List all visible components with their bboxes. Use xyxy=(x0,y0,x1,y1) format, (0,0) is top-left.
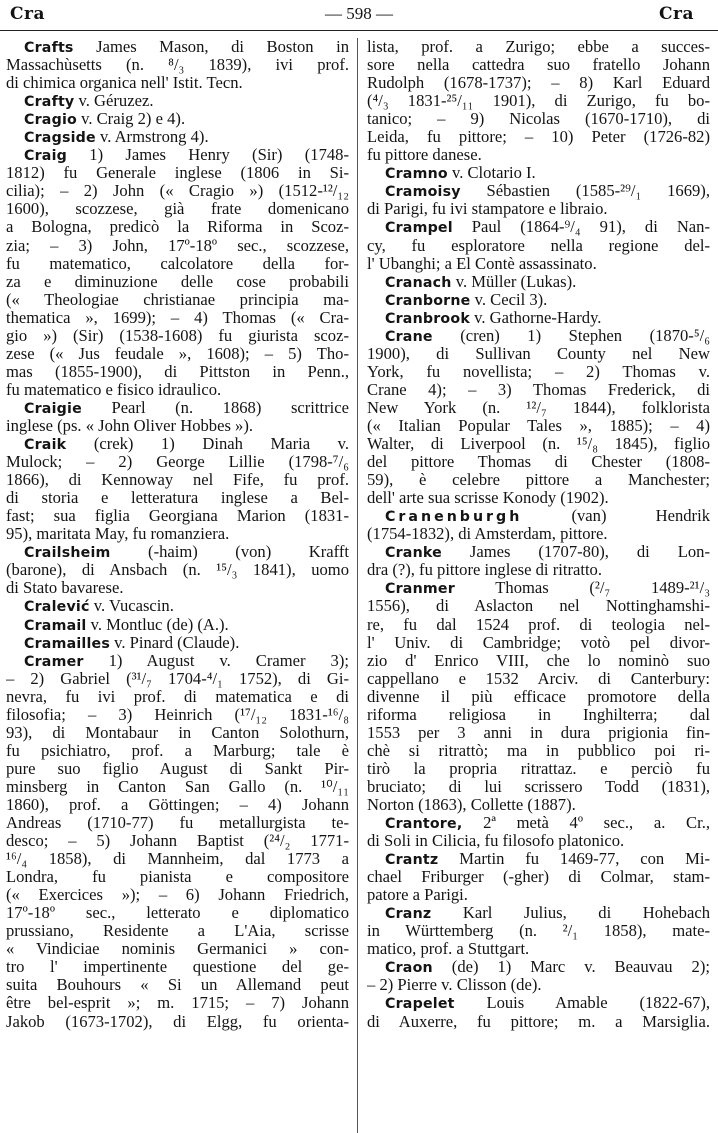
entry-headword: Craigie xyxy=(24,400,82,417)
entry-text: v. Craig 2) e 4). xyxy=(76,109,186,129)
text-line xyxy=(367,706,710,724)
entry-text: l' Univ. di Cambridge; votò pel divor- xyxy=(367,632,710,652)
entry-headword: Crailsheim xyxy=(24,545,111,562)
header-left-guideword: Cra xyxy=(10,4,46,24)
entry-text: James (1707-80), di Lon- xyxy=(441,542,710,562)
entry-text: être bel-esprit »; m. 1715; – 7) Johann xyxy=(6,993,349,1013)
entry-headword: Cranz xyxy=(385,906,432,923)
entry-text: Leida, fu pittore; – 10) Peter (1726-82) xyxy=(367,127,710,147)
entry-text: 1556), di Aslacton nel Nottinghamshi- xyxy=(367,596,710,616)
text-line xyxy=(367,471,710,489)
entry-text: (-haim) (von) Krafft xyxy=(110,542,349,562)
entry-text: gio ») (Sir) (1538-1608) fu giurista scoz- xyxy=(6,325,349,345)
entry-text: pure suo figlio August di Sankt Pir- xyxy=(6,758,349,778)
entry-text: Londra, fu pianista e compositore xyxy=(6,867,349,887)
text-line xyxy=(367,634,710,652)
entry-text: Pearl (n. 1868) scrittrice xyxy=(81,397,349,417)
right-column xyxy=(367,38,710,1133)
entry-text: « Vindiciae nominis Germanici » con- xyxy=(6,939,349,959)
entry-headword: Crampel xyxy=(385,220,453,237)
entry-text: zia; – 3) John, 17º-18º sec., scozzese, xyxy=(6,235,349,255)
column-divider xyxy=(357,38,358,1133)
text-line xyxy=(367,453,710,471)
entry-text: 1553 per 3 anni in dura prigionia fin- xyxy=(367,722,710,742)
entry-text: tro l' impertinente questione del ge- xyxy=(6,957,349,977)
text-line xyxy=(6,309,349,327)
text-line xyxy=(6,958,349,976)
entry-text: filosofia; – 3) Heinrich (¹⁷/₁₂ 1831-¹⁶/₈ xyxy=(6,704,349,724)
entry-text: chael Friburger (-gher) di Colmar, stam- xyxy=(367,867,710,887)
entry-text: – 2) Pierre v. Clisson (de). xyxy=(367,975,542,995)
text-line xyxy=(6,273,349,291)
entry-first-line xyxy=(367,579,710,597)
text-line xyxy=(367,74,710,92)
entry-headword: Crane xyxy=(385,328,433,345)
text-line xyxy=(367,92,710,110)
text-line xyxy=(6,453,349,471)
entry-text: inglese (ps. « John Oliver Hobbes »). xyxy=(6,415,254,435)
entry-text: suita Bouhours « Si un Allemand peut xyxy=(6,975,349,995)
entry-text: di Stato bavarese. xyxy=(6,578,124,598)
text-line xyxy=(367,525,710,543)
entry-text: di storia e letteratura inglese a Bel- xyxy=(6,488,349,508)
entry-headword: Crafts xyxy=(24,40,74,56)
text-line xyxy=(6,56,349,74)
entry-text: Andreas (1710-77) fu metallurgista te- xyxy=(6,813,349,833)
text-line xyxy=(6,904,349,922)
text-line xyxy=(367,724,710,742)
text-line xyxy=(367,832,710,850)
text-line xyxy=(367,56,710,74)
text-line xyxy=(367,652,710,670)
entry-text: v. Montluc (de) (A.). xyxy=(86,614,229,634)
entry-text: fu pittore danese. xyxy=(367,145,482,165)
text-line xyxy=(6,561,349,579)
entry-text: (« Italian Popular Tales », 1885); – 4) xyxy=(367,415,710,435)
text-line xyxy=(367,742,710,760)
text-line xyxy=(367,616,710,634)
entry-text: v. Armstrong 4). xyxy=(95,127,209,147)
entry-text: cilia); – 2) John (« Cragio ») (1512-¹²/₁₂ xyxy=(6,181,349,201)
entry-first-line xyxy=(367,327,710,345)
text-line xyxy=(367,561,710,579)
text-line xyxy=(6,796,349,814)
entry-text: v. Pinard (Claude). xyxy=(110,632,240,652)
entry-text: desco; – 5) Johann Baptist (²⁴/₂ 1771- xyxy=(6,831,349,851)
entry-text: Norton (1863), Collette (1887). xyxy=(367,794,576,814)
text-line xyxy=(367,922,710,940)
text-line xyxy=(6,670,349,688)
entry-text: zese (« Jus feudale », 1608); – 5) Tho- xyxy=(6,343,349,363)
entry-text: dell' arte sua scrisse Konody (1902). xyxy=(367,488,609,508)
text-line xyxy=(6,507,349,525)
entry-first-line xyxy=(367,291,710,309)
entry-headword: Cragside xyxy=(24,130,96,147)
text-line xyxy=(6,291,349,309)
text-line xyxy=(367,489,710,507)
text-line xyxy=(6,688,349,706)
text-line xyxy=(367,363,710,381)
text-line xyxy=(6,850,349,868)
entry-headword: Cranach xyxy=(385,274,452,291)
entry-text: Paul (1864-⁹/₄ 91), di Nan- xyxy=(452,217,710,237)
text-line xyxy=(367,255,710,273)
entry-headword: Crapelet xyxy=(385,996,455,1013)
entry-headword: Craik xyxy=(24,437,67,454)
entry-headword: Cramer xyxy=(24,653,84,670)
entry-text: mas (1855-1900), di Pittston in Penn., xyxy=(6,361,349,381)
text-line xyxy=(6,200,349,218)
text-line xyxy=(367,976,710,994)
text-line xyxy=(6,868,349,886)
entry-text: cappellano e 1532 Arciv. di Canterbury: xyxy=(367,668,710,688)
entry-headword: Crafty xyxy=(24,94,75,111)
page-number: — 598 — xyxy=(325,4,393,23)
entry-headword: Cranbrook xyxy=(385,310,470,327)
entry-text: Walter, di Liverpool (n. ¹⁵/₈ 1845), figlio xyxy=(367,434,710,454)
header-right-guideword: Cra xyxy=(658,4,694,24)
text-line xyxy=(6,778,349,796)
entry-text: del pittore Thomas di Chester (1808- xyxy=(367,452,710,472)
entry-text: (barone), di Ansbach (n. ¹⁵/₃ 1841), uomo xyxy=(6,560,349,580)
entry-first-line xyxy=(367,182,710,200)
entry-text: chè si ritrattò; ma in pubblico poi ri- xyxy=(367,740,710,760)
entry-text: Rudolph (1678-1737); – 8) Karl Eduard xyxy=(367,73,710,93)
text-line xyxy=(6,164,349,182)
text-line xyxy=(6,345,349,363)
entry-text: Jakob (1673-1702), di Elgg, fu orienta- xyxy=(6,1011,349,1031)
text-line xyxy=(6,327,349,345)
entry-first-line xyxy=(6,616,349,634)
text-line xyxy=(367,200,710,218)
text-line xyxy=(6,724,349,742)
text-line xyxy=(6,525,349,543)
text-line xyxy=(367,345,710,363)
entry-text: v. Géruzez. xyxy=(74,91,154,111)
entry-headword: Cranke xyxy=(385,545,442,562)
entry-text: Mulock; – 2) George Lillie (1798-⁷/₆ xyxy=(6,452,349,472)
entry-text: v. Vucascin. xyxy=(89,596,174,616)
entry-first-line xyxy=(6,38,349,56)
entry-headword: Cramoisy xyxy=(385,184,461,201)
entry-headword: Cramno xyxy=(385,166,448,183)
text-line xyxy=(6,218,349,236)
text-line xyxy=(6,922,349,940)
entry-text: nevra, fu ivi prof. di matematica e di xyxy=(6,686,349,706)
text-line xyxy=(6,832,349,850)
text-line xyxy=(6,237,349,255)
text-line xyxy=(367,146,710,164)
entry-text: 1866), di Kennoway nel Fife, fu prof. xyxy=(6,470,349,490)
entry-first-line xyxy=(367,958,710,976)
entry-first-line xyxy=(6,634,349,652)
entry-text: – 2) Gabriel (³¹/₇ 1704-⁴/₁ 1752), di Gi- xyxy=(6,668,349,688)
entry-text: divenne il più efficace promotore della xyxy=(367,686,710,706)
entry-text: v. Gathorne-Hardy. xyxy=(469,307,602,327)
entry-text: Sébastien (1585-²⁹/₁ 1669), xyxy=(460,181,710,201)
text-line xyxy=(6,940,349,958)
entry-text: 1600), scozzese, già frate domenicano xyxy=(6,199,349,219)
entry-text: (crek) 1) Dinah Maria v. xyxy=(66,434,349,454)
text-line xyxy=(367,237,710,255)
entry-text: (« Theologiae christianae principia ma- xyxy=(6,289,349,309)
entry-text: 1812) fu Generale inglese (1806 in Si- xyxy=(6,163,349,183)
entry-text: fast; sua figlia Georgiana Marion (1831- xyxy=(6,506,349,526)
entry-text: a Bologna, predicò la Riforma in Scoz- xyxy=(6,217,349,237)
text-line xyxy=(367,760,710,778)
entry-text: York, fu novellista; – 2) Thomas v. xyxy=(367,361,710,381)
entry-text: James Mason, di Boston in xyxy=(73,38,349,56)
text-line xyxy=(367,1013,710,1031)
entry-text: 17º-18º sec., letterato e diplomatico xyxy=(6,903,349,923)
text-line xyxy=(367,597,710,615)
text-line xyxy=(367,417,710,435)
entry-first-line xyxy=(6,92,349,110)
text-line xyxy=(367,38,710,56)
entry-first-line xyxy=(367,309,710,327)
text-line xyxy=(367,670,710,688)
entry-text: di Soli in Cilicia, fu filosofo platonico. xyxy=(367,831,625,851)
entry-text: (van) Hendrik xyxy=(522,506,710,526)
entry-text: 1) James Henry (Sir) (1748- xyxy=(67,145,349,165)
entry-text: di Auxerre, fu pittore; m. a Marsiglia. xyxy=(367,1011,710,1031)
entry-text: bruciato; di lui scrissero Todd (1831), xyxy=(367,776,710,796)
entry-text: Karl Julius, di Hohebach xyxy=(431,903,710,923)
entry-first-line xyxy=(367,273,710,291)
entry-first-line xyxy=(367,814,710,832)
entry-first-line xyxy=(367,218,710,236)
text-line xyxy=(6,760,349,778)
text-line xyxy=(367,381,710,399)
text-line xyxy=(367,128,710,146)
entry-first-line xyxy=(6,543,349,561)
entry-headword: Cralević xyxy=(24,599,90,616)
entry-first-line xyxy=(367,904,710,922)
text-line xyxy=(6,471,349,489)
entry-text: thematica », 1699); – 4) Thomas (« Cra- xyxy=(6,307,349,327)
entry-text: 93), di Montabaur in Canton Solothurn, xyxy=(6,722,349,742)
entry-text: lista, prof. a Zurigo; ebbe a succes- xyxy=(367,38,710,56)
entry-text: Massachùsetts (n. ⁸/₃ 1839), ivi prof. xyxy=(6,55,349,75)
entry-text: ¹⁶/₄ 1858), di Mannheim, dal 1773 a xyxy=(6,849,349,869)
entry-text: 95), maritata May, fu romanziera. xyxy=(6,524,230,544)
entry-text: v. Müller (Lukas). xyxy=(451,271,577,291)
entry-first-line xyxy=(6,597,349,615)
entry-headword: Cramailles xyxy=(24,635,110,652)
entry-headword: Cranmer xyxy=(385,581,455,598)
entry-text: riforma religiosa in Inghilterra; dal xyxy=(367,704,710,724)
entry-text: Crane 4); – 3) Thomas Frederick, di xyxy=(367,379,710,399)
entry-headword: Crantz xyxy=(385,852,439,869)
entry-text: 1) August v. Cramer 3); xyxy=(83,650,349,670)
entry-first-line xyxy=(367,507,710,525)
text-line xyxy=(367,778,710,796)
entry-text: in Württemberg (n. ²/₁ 1858), mate- xyxy=(367,921,710,941)
entry-first-line xyxy=(367,164,710,182)
text-line xyxy=(367,940,710,958)
entry-headword: Crantore, xyxy=(385,816,463,833)
entry-first-line xyxy=(6,435,349,453)
left-column xyxy=(6,38,349,1133)
entry-text: patore a Parigi. xyxy=(367,885,468,905)
entry-first-line xyxy=(6,110,349,128)
entry-text: New York (n. ¹²/₇ 1844), folklorista xyxy=(367,397,710,417)
entry-text: (de) 1) Marc v. Beauvau 2); xyxy=(432,957,710,977)
text-line xyxy=(6,814,349,832)
entry-text: Louis Amable (1822-67), xyxy=(454,993,710,1013)
entry-text: matico, prof. a Stuttgart. xyxy=(367,939,530,959)
entry-text: 1900), di Sullivan County nel New xyxy=(367,343,710,363)
text-line xyxy=(6,417,349,435)
entry-first-line xyxy=(367,543,710,561)
text-line xyxy=(367,435,710,453)
entry-text: prussiano, Residente a L'Aia, scrisse xyxy=(6,921,349,941)
text-line xyxy=(367,796,710,814)
entry-text: fu matematico e fisico idraulico. xyxy=(6,379,222,399)
entry-headword: Cragio xyxy=(24,112,77,129)
text-line xyxy=(367,688,710,706)
entry-first-line xyxy=(6,652,349,670)
entry-first-line xyxy=(6,399,349,417)
page-header xyxy=(0,0,718,31)
entry-headword: Cranenburgh xyxy=(385,509,523,526)
entry-text: 59), è celebre pittore a Manchester; xyxy=(367,470,710,490)
entry-text: (1754-1832), di Amsterdam, pittore. xyxy=(367,524,608,544)
text-line xyxy=(6,994,349,1012)
entry-first-line xyxy=(6,128,349,146)
entry-text: cy, fu esploratore nella regione del- xyxy=(367,235,710,255)
entry-text: l' Ubanghi; a El Contè assassinato. xyxy=(367,253,597,273)
entry-headword: Craon xyxy=(385,960,433,977)
entry-text: tanico; – 9) Nicolas (1670-1710), di xyxy=(367,109,710,129)
entry-text: fu psichiatro, prof. a Marburg; tale è xyxy=(6,740,349,760)
entry-headword: Craig xyxy=(24,148,68,165)
text-line xyxy=(6,579,349,597)
entry-text: v. Cecil 3). xyxy=(470,289,548,309)
text-line xyxy=(6,182,349,200)
entry-text: di chimica organica nell' Istit. Tecn. xyxy=(6,73,243,93)
text-line xyxy=(6,1013,349,1031)
entry-text: (cren) 1) Stephen (1870-⁵/₆ xyxy=(432,325,710,345)
entry-text: di Parigi, fu ivi stampatore e libraio. xyxy=(367,199,608,219)
entry-text: Martin fu 1469-77, con Mi- xyxy=(438,849,710,869)
entry-first-line xyxy=(6,146,349,164)
text-line xyxy=(6,976,349,994)
entry-text: zio d' Enrico VIII, che lo nominò suo xyxy=(367,650,710,670)
text-line xyxy=(6,255,349,273)
entry-text: tirò la propria ritrattaz. e perciò fu xyxy=(367,758,710,778)
entry-text: v. Clotario I. xyxy=(447,163,536,183)
entry-text: (« Exercices »); – 6) Johann Friedrich, xyxy=(6,885,349,905)
text-line xyxy=(6,742,349,760)
text-line xyxy=(6,489,349,507)
text-line xyxy=(367,110,710,128)
entry-text: re, fu dal 1524 prof. di teologia nel- xyxy=(367,614,710,634)
text-line xyxy=(6,74,349,92)
entry-headword: Cramail xyxy=(24,617,87,634)
text-line xyxy=(6,363,349,381)
entry-text: za e diminuzione delle cose probabili xyxy=(6,271,349,291)
text-line xyxy=(367,868,710,886)
entry-text: dra (?), fu pittore inglese di ritratto. xyxy=(367,560,602,580)
entry-first-line xyxy=(367,994,710,1012)
entry-text: (⁴/₃ 1831-²⁵/₁₁ 1901), di Zurigo, fu bo- xyxy=(367,91,710,111)
text-line xyxy=(6,381,349,399)
text-line xyxy=(6,886,349,904)
entry-first-line xyxy=(367,850,710,868)
entry-headword: Cranborne xyxy=(385,292,471,309)
entry-text: 2ª metà 4º sec., a. Cr., xyxy=(462,813,710,833)
entry-text: minsberg in Canton San Gallo (n. ¹⁰/₁₁ xyxy=(6,776,349,796)
text-line xyxy=(6,706,349,724)
entry-text: fu matematico, calcolatore della for- xyxy=(6,253,349,273)
text-line xyxy=(367,886,710,904)
entry-text: sore nella cattedra suo fratello Johann xyxy=(367,55,710,75)
entry-text: 1860), prof. a Göttingen; – 4) Johann xyxy=(6,794,349,814)
text-line xyxy=(367,399,710,417)
entry-text: Thomas (²/₇ 1489-²¹/₃ xyxy=(454,578,710,598)
